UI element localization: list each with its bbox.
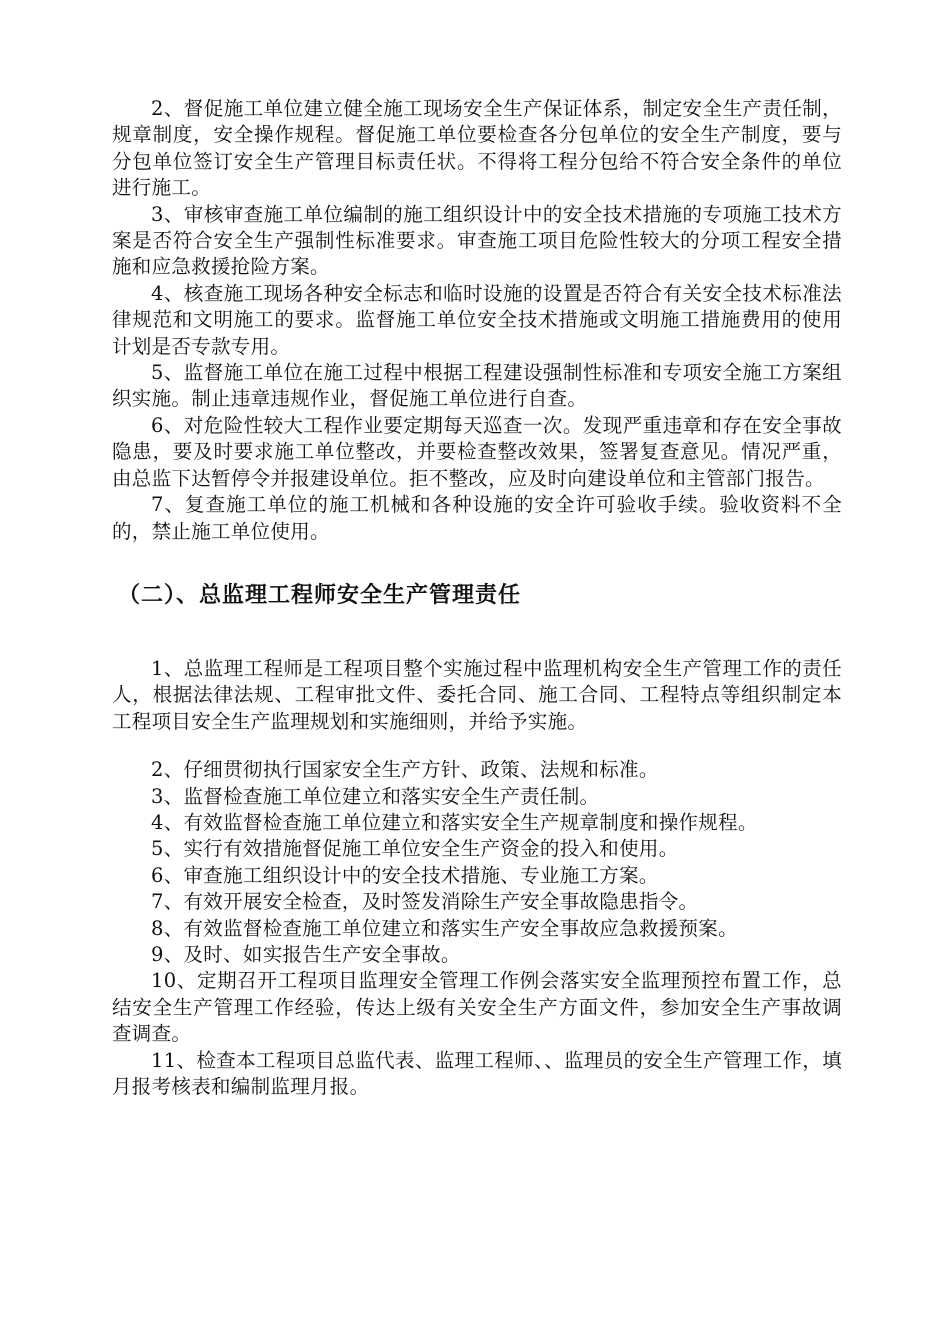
duty-item-5: 5、实行有效措施督促施工单位安全生产资金的投入和使用。 bbox=[151, 837, 679, 861]
paragraph-item-2: 2、督促施工单位建立健全施工现场安全生产保证体系，制定安全生产责任制，规章制度，安全操作规程。督促施工单位要检查各分包单位的安全生产制度，要与分包单位签订安全生产管理目标责任状。不得将工程分包给不符合安全条件的单位进行施工。 bbox=[112, 97, 842, 200]
duty-item-8: 8、有效监督检查施工单位建立和落实生产安全事故应急救援预案。 bbox=[151, 916, 738, 940]
paragraph-item-6: 6、对危险性较大工程作业要定期每天巡查一次。发现严重违章和存在安全事故隐患，要及时要求施工单位整改，并要检查整改效果，签署复查意见。情况严重，由总监下达暂停令并报建设单位。拒不整改，应及时向建设单位和主管部门报告。 bbox=[112, 413, 842, 490]
duty-intro: 1、总监理工程师是工程项目整个实施过程中监理机构安全生产管理工作的责任人，根据法律法规、工程审批文件、委托合同、施工合同、工程特点等组织制定本工程项目安全生产监理规划和实施细则，并给予实施。 bbox=[112, 657, 842, 733]
paragraph-item-3: 3、审核审查施工单位编制的施工组织设计中的安全技术措施的专项施工技术方案是否符合安全生产强制性标准要求。审查施工项目危险性较大的分项工程安全措施和应急救援抢险方案。 bbox=[112, 202, 842, 279]
duty-item-6: 6、审查施工组织设计中的安全技术措施、专业施工方案。 bbox=[151, 863, 659, 887]
duty-item-3: 3、监督检查施工单位建立和落实安全生产责任制。 bbox=[151, 784, 600, 808]
duty-item-10: 10、定期召开工程项目监理安全管理工作例会落实安全监理预控布置工作，总结安全生产管理工作经验，传达上级有关安全生产方面文件，参加安全生产事故调查调查。 bbox=[112, 969, 842, 1046]
duty-item-9: 9、及时、如实报告生产安全事故。 bbox=[151, 943, 461, 967]
section2-heading: （二）、总监理工程师安全生产管理责任 bbox=[118, 583, 522, 608]
duty-item-11: 11、检查本工程项目总监代表、监理工程师、、监理员的安全生产管理工作，填月报考核表和编制监理月报。 bbox=[112, 1048, 842, 1099]
paragraph-item-7: 7、复查施工单位的施工机械和各种设施的安全许可验收手续。验收资料不全的，禁止施工单位使用。 bbox=[112, 493, 842, 543]
section2-body bbox=[112, 656, 842, 1101]
section1-body bbox=[112, 96, 842, 545]
paragraph-item-5: 5、监督施工单位在施工过程中根据工程建设强制性标准和专项安全施工方案组织实施。制止违章违规作业，督促施工单位进行自查。 bbox=[112, 361, 842, 411]
duty-item-2: 2、仔细贯彻执行国家安全生产方针、政策、法规和标准。 bbox=[151, 758, 659, 782]
duty-item-4: 4、有效监督检查施工单位建立和落实安全生产规章制度和操作规程。 bbox=[151, 811, 758, 835]
duty-item-7: 7、有效开展安全检查，及时签发消除生产安全事故隐患指令。 bbox=[151, 890, 699, 914]
paragraph-item-4: 4、核查施工现场各种安全标志和临时设施的设置是否符合有关安全技术标准法律规范和文明施工的要求。监督施工单位安全技术措施或文明施工措施费用的使用计划是否专款专用。 bbox=[112, 281, 842, 358]
